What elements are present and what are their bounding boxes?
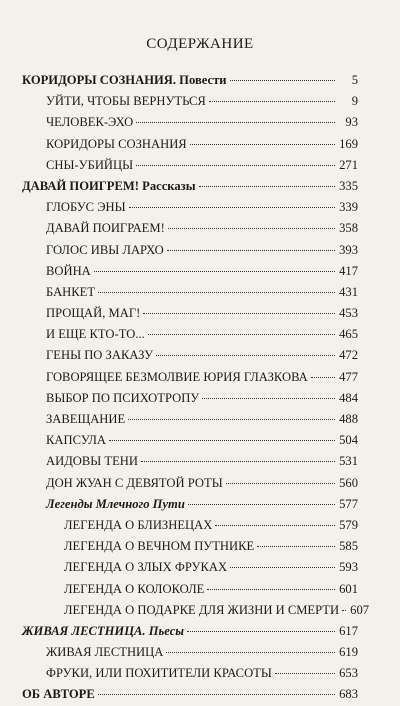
- toc-entry-page-number: 653: [339, 666, 358, 681]
- toc-entry: [22, 345, 358, 366]
- dot-leader: [230, 566, 335, 568]
- toc-entry: [22, 367, 358, 388]
- dot-leader: [207, 588, 335, 590]
- toc-entry-title: И ЕЩЕ КТО-ТО...: [46, 327, 145, 342]
- dot-leader: [166, 651, 335, 653]
- toc-entry-title: ВЫБОР ПО ПСИХОТРОПУ: [46, 390, 200, 405]
- toc-entry: [22, 240, 358, 261]
- dot-leader: [215, 524, 335, 526]
- toc-entry-page-number: 593: [339, 560, 358, 575]
- toc-entry-title: ЛЕГЕНДА О ЗЛЫХ ФРУКАХ: [64, 560, 228, 575]
- toc-entry-title: ЛЕГЕНДА О ПОДАРКЕ ДЛЯ ЖИЗНИ И СМЕРТИ: [64, 602, 340, 617]
- dot-leader: [199, 185, 335, 187]
- dot-leader: [187, 630, 335, 632]
- toc-entry-page-number: 484: [339, 390, 358, 405]
- toc-entry-title: ГЛОБУС ЭНЫ: [46, 200, 126, 215]
- toc-entry-title: ДОН ЖУАН С ДЕВЯТОЙ РОТЫ: [46, 475, 223, 490]
- toc-entry: [22, 134, 358, 155]
- toc-entry-page-number: 393: [339, 242, 358, 257]
- table-of-contents: [22, 70, 370, 706]
- dot-leader: [128, 418, 335, 420]
- dot-leader: [190, 143, 335, 145]
- dot-leader: [98, 291, 335, 293]
- dot-leader: [209, 100, 335, 102]
- toc-entry-page-number: 472: [339, 348, 358, 363]
- dot-leader: [168, 227, 335, 229]
- toc-entry-page-number: 477: [339, 369, 358, 384]
- toc-entry-page-number: 431: [339, 284, 358, 299]
- toc-entry-page-number: 93: [345, 115, 358, 130]
- toc-entry-page-number: 619: [339, 645, 358, 660]
- toc-entry-title: ЛЕГЕНДА О БЛИЗНЕЦАХ: [64, 517, 213, 532]
- toc-entry-title: КОРИДОРЫ СОЗНАНИЯ: [46, 136, 187, 151]
- toc-entry-title: ПРОЩАЙ, МАГ!: [46, 306, 141, 321]
- toc-entry-title: АИДОВЫ ТЕНИ: [46, 454, 138, 469]
- toc-entry: [22, 684, 358, 705]
- toc-entry-page-number: 335: [339, 178, 358, 193]
- dot-leader: [202, 397, 335, 399]
- toc-entry-page-number: 683: [339, 687, 358, 702]
- toc-entry: [22, 155, 358, 176]
- toc-entry-page-number: 579: [339, 517, 358, 532]
- toc-entry-title: КАПСУЛА: [46, 433, 106, 448]
- dot-leader: [257, 545, 335, 547]
- toc-entry-title: СНЫ-УБИЙЦЫ: [46, 157, 134, 172]
- toc-entry: [22, 579, 358, 600]
- toc-entry: [22, 515, 358, 536]
- toc-entry: [22, 557, 358, 578]
- toc-entry-title: ГОЛОС ИВЫ ЛАРХО: [46, 242, 164, 257]
- toc-entry-page-number: 585: [339, 539, 358, 554]
- toc-entry: [22, 430, 358, 451]
- dot-leader: [143, 312, 335, 314]
- toc-entry-title: ГОВОРЯЩЕЕ БЕЗМОЛВИЕ ЮРИЯ ГЛАЗКОВА: [46, 369, 308, 384]
- toc-entry-title: ОБ АВТОРЕ: [22, 687, 95, 702]
- toc-entry-page-number: 465: [339, 327, 358, 342]
- toc-entry-page-number: 560: [339, 475, 358, 490]
- dot-leader: [167, 249, 335, 251]
- toc-entry: [22, 451, 358, 472]
- toc-entry-page-number: 504: [339, 433, 358, 448]
- toc-entry: [22, 176, 358, 197]
- toc-entry-title: ДАВАЙ ПОИГРЕМ! Рассказы: [22, 178, 196, 193]
- dot-leader: [342, 609, 346, 611]
- toc-entry: [22, 642, 358, 663]
- toc-entry-page-number: 488: [339, 412, 358, 426]
- toc-entry-title: ФРУКИ, ИЛИ ПОХИТИТЕЛИ КРАСОТЫ: [46, 666, 272, 681]
- page-title: СОДЕРЖАНИЕ: [146, 36, 254, 52]
- toc-entry-title: ЗАВЕЩАНИЕ: [46, 412, 126, 426]
- toc-entry: [22, 600, 370, 621]
- dot-leader: [275, 672, 335, 674]
- toc-entry-page-number: 271: [339, 157, 358, 172]
- toc-entry: [22, 70, 358, 91]
- dot-leader: [148, 333, 335, 335]
- dot-leader: [109, 439, 335, 441]
- dot-leader: [188, 503, 335, 505]
- toc-entry-page-number: 617: [339, 623, 358, 638]
- toc-entry: [22, 663, 358, 684]
- toc-entry: [22, 621, 358, 642]
- dot-leader: [226, 482, 335, 484]
- toc-entry-page-number: 9: [351, 94, 358, 109]
- toc-entry-title: ЛЕГЕНДА О КОЛОКОЛЕ: [64, 581, 205, 596]
- toc-entry: [22, 261, 358, 282]
- toc-entry-title: ГЕНЫ ПО ЗАКАЗУ: [46, 348, 154, 363]
- toc-entry: [22, 282, 358, 303]
- toc-entry: [22, 197, 358, 218]
- toc-entry: [22, 324, 358, 345]
- dot-leader: [156, 354, 335, 356]
- dot-leader: [311, 376, 335, 378]
- dot-leader: [98, 693, 335, 695]
- toc-entry-title: ЧЕЛОВЕК-ЭХО: [46, 115, 134, 130]
- toc-entry-page-number: 417: [339, 263, 358, 278]
- toc-entry-title: ДАВАЙ ПОИГРАЕМ!: [46, 221, 165, 236]
- toc-entry-title: КОРИДОРЫ СОЗНАНИЯ. Повести: [22, 73, 227, 87]
- toc-entry-page-number: 169: [339, 136, 358, 151]
- dot-leader: [129, 206, 335, 208]
- dot-leader: [136, 121, 335, 123]
- toc-entry: [22, 218, 358, 239]
- dot-leader: [94, 270, 335, 272]
- dot-leader: [136, 164, 335, 166]
- toc-entry: [22, 388, 358, 409]
- toc-entry-title: УЙТИ, ЧТОБЫ ВЕРНУТЬСЯ: [46, 94, 206, 109]
- toc-entry-title: Легенды Млечного Пути: [46, 496, 185, 511]
- toc-entry-page-number: 601: [339, 581, 358, 596]
- toc-entry-title: БАНКЕТ: [46, 284, 96, 299]
- toc-entry-page-number: 358: [339, 221, 358, 236]
- toc-entry-page-number: 577: [339, 496, 358, 511]
- toc-entry-title: ВОЙНА: [46, 263, 91, 278]
- toc-entry: [22, 536, 358, 557]
- toc-entry-page-number: 5: [351, 73, 358, 87]
- toc-entry-title: ЖИВАЯ ЛЕСТНИЦА: [46, 645, 164, 660]
- toc-entry: [22, 473, 358, 494]
- dot-leader: [230, 79, 335, 81]
- dot-leader: [141, 460, 335, 462]
- toc-entry-page-number: 607: [350, 602, 370, 617]
- toc-entry: [22, 112, 358, 133]
- toc-entry-page-number: 339: [339, 200, 358, 215]
- toc-entry: [22, 409, 358, 430]
- toc-entry-page-number: 453: [339, 306, 358, 321]
- toc-entry: [22, 494, 358, 515]
- toc-entry: [22, 303, 358, 324]
- toc-entry: [22, 91, 358, 112]
- toc-entry-title: ЖИВАЯ ЛЕСТНИЦА. Пьесы: [22, 623, 185, 638]
- toc-entry-page-number: 531: [339, 454, 358, 469]
- toc-entry-title: ЛЕГЕНДА О ВЕЧНОМ ПУТНИКЕ: [64, 539, 255, 554]
